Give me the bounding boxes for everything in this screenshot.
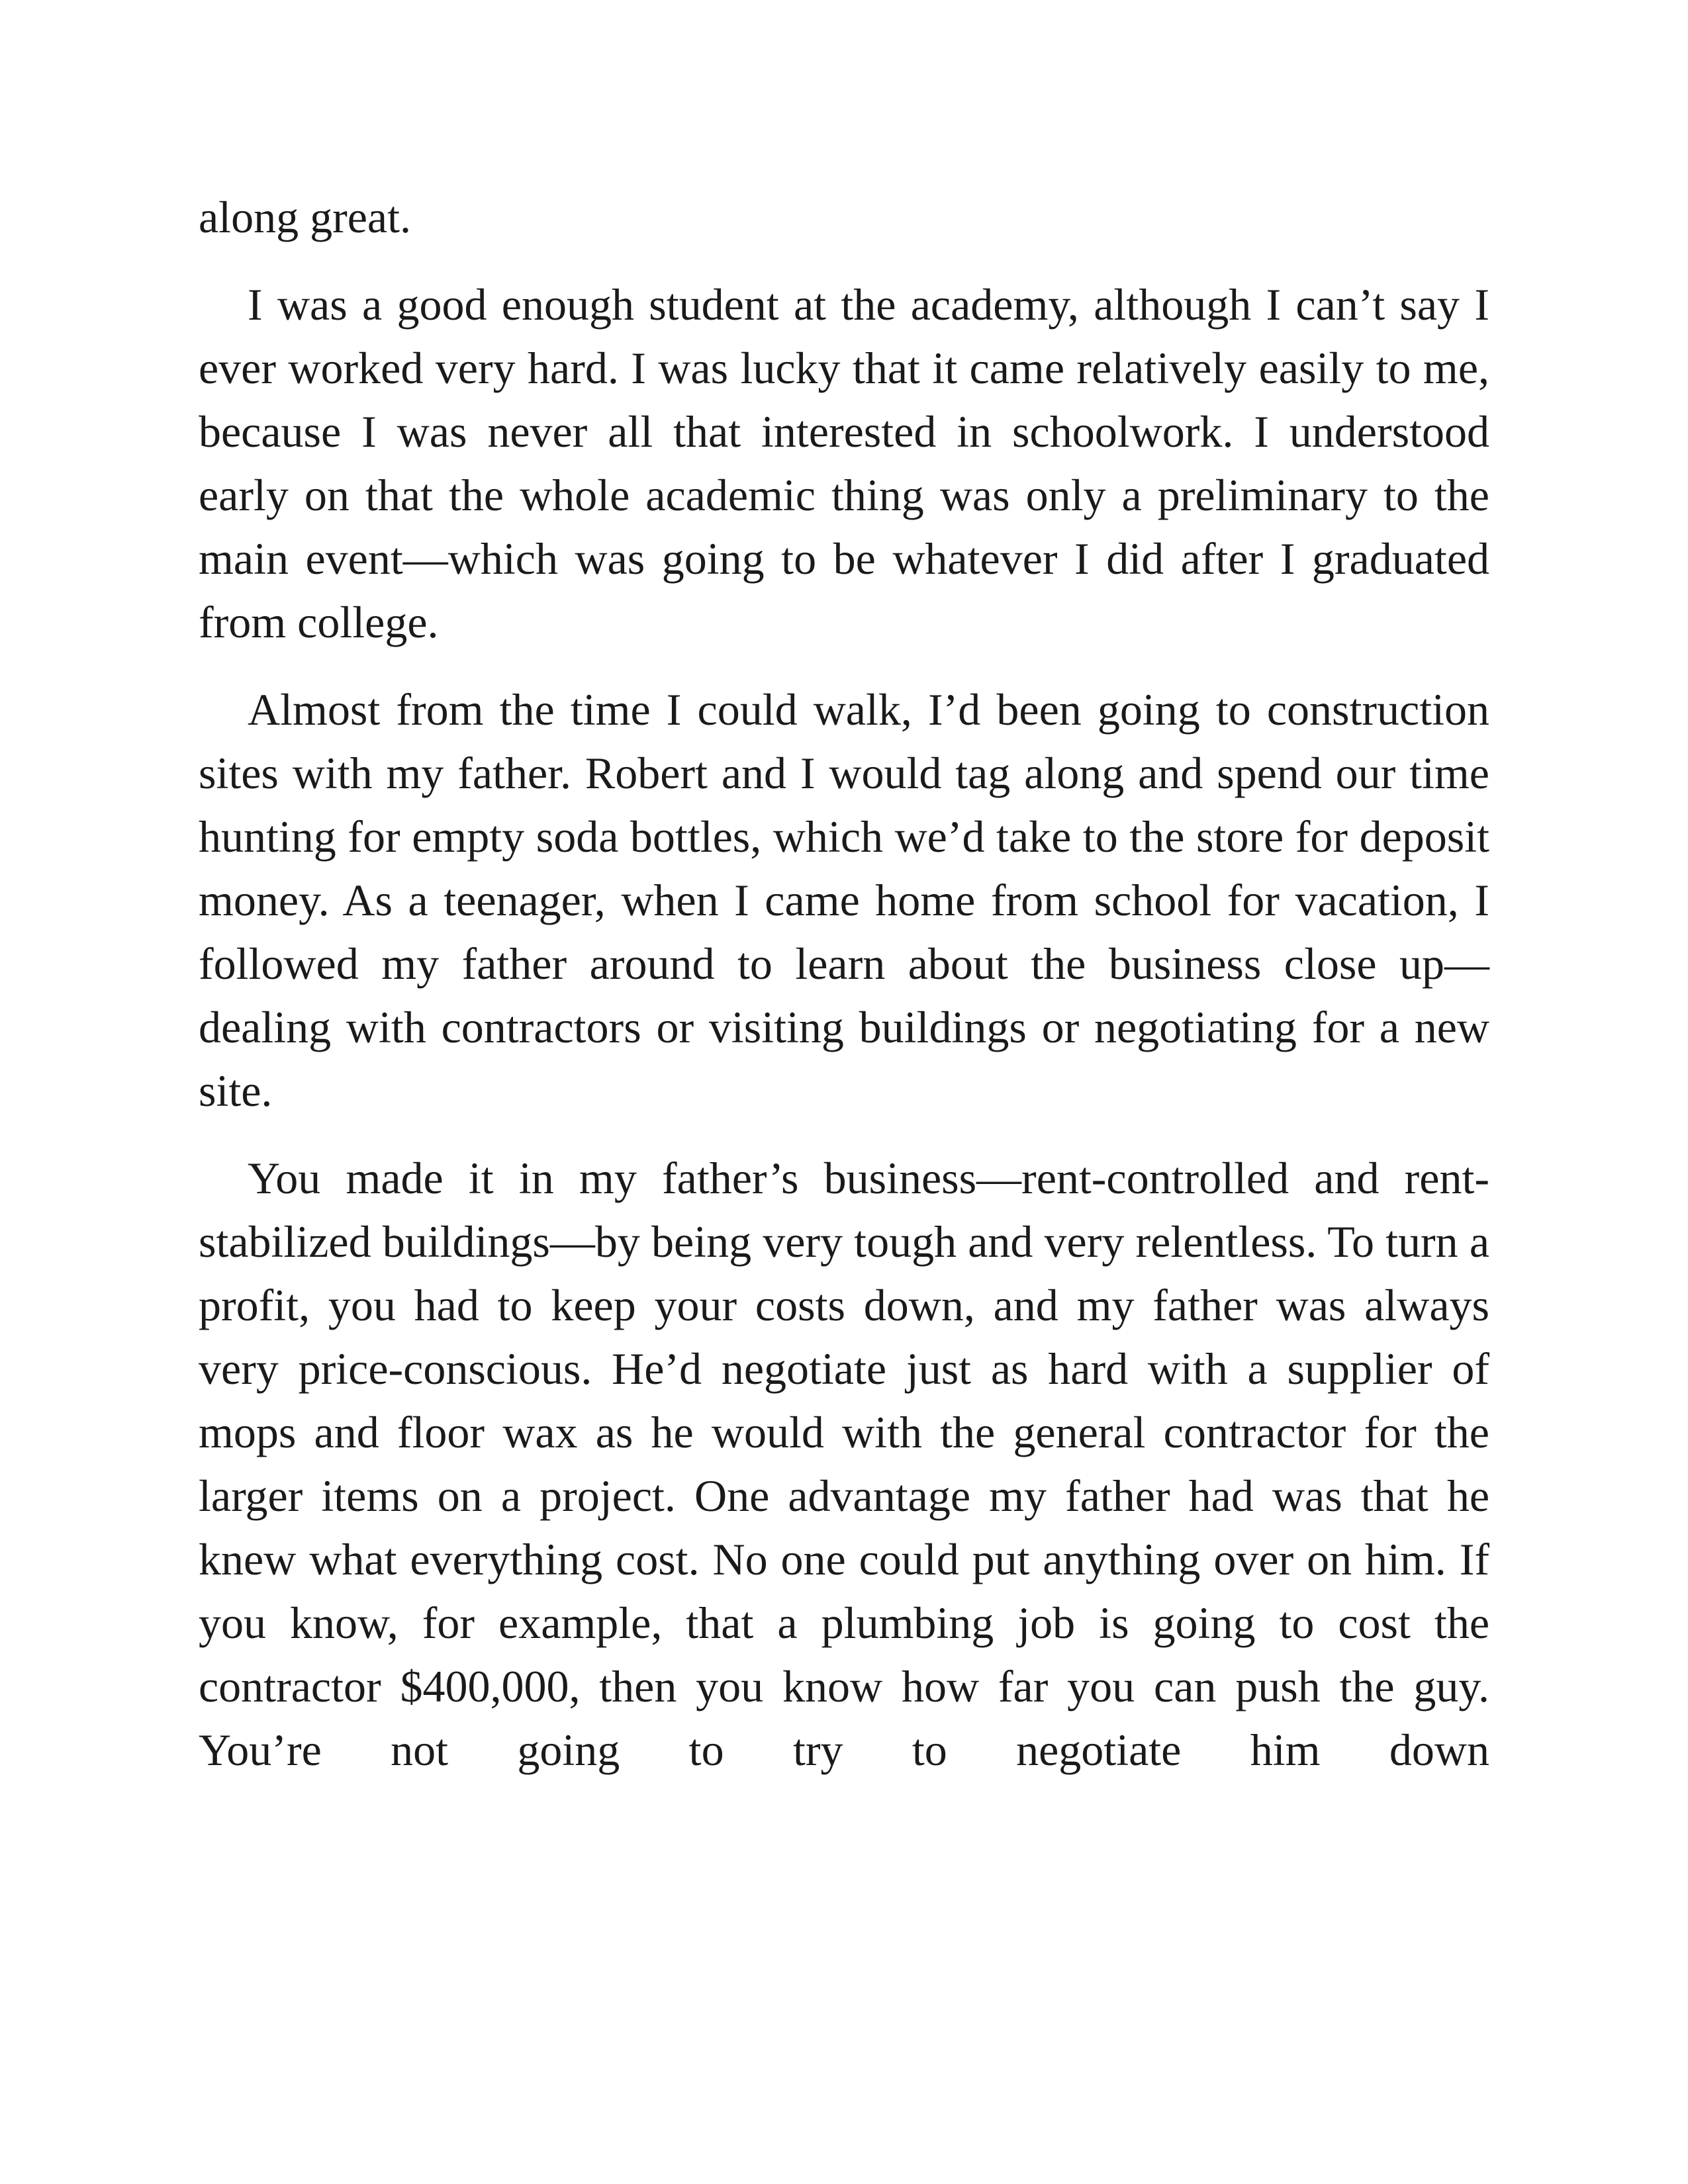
body-text <box>199 185 1489 1805</box>
paragraph-2: I was a good enough student at the academy, although I can’t say I ever worked very hard. I was lucky that it came relatively easily to me, because I was never all that interested in schoolwork. I understood early on that the whole academic thing was only a preliminary to the main event—which was going to be whatever I did after I graduated from college. <box>199 279 1489 647</box>
paragraph-1: along great. <box>199 192 411 242</box>
paragraph-4: You made it in my father’s business—rent-controlled and rent-stabilized buildings—by being very tough and very relentless. To turn a profit, you had to keep your costs down, and my father was always very price-conscious. He’d negotiate just as hard with a supplier of mops and floor wax as he would with the general contractor for the larger items on a project. One advantage my father had was that he knew what everything cost. No one could put anything over on him. If you know, for example, that a plumbing job is going to cost the contractor $400,000, then you know how far you can push the guy. You’re not going to try to negotiate him down <box>199 1153 1489 1775</box>
paragraph-3: Almost from the time I could walk, I’d been going to construction sites with my father. Robert and I would tag along and spend our time hunting for empty soda bottles, which we’d take to the store for deposit money. As a teenager, when I came home from school for vacation, I followed my father around to learn about the business close up—dealing with contractors or visiting buildings or negotiating for a new site. <box>199 684 1489 1116</box>
